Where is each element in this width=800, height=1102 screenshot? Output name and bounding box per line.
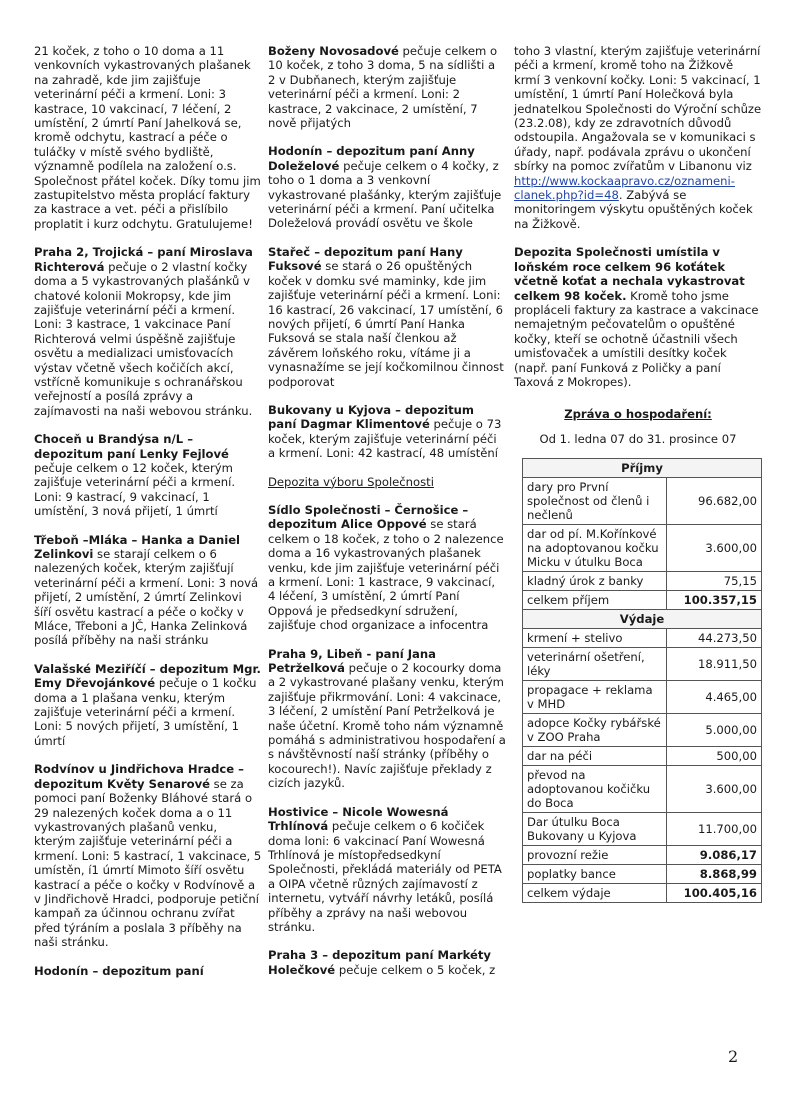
table-section-header: Příjmy xyxy=(523,459,762,478)
row-amount: 100.405,16 xyxy=(667,884,762,903)
depositum-entry xyxy=(268,403,506,461)
entry-text: pečuje celkem o 12 koček, kterým zajišťuje veterinární péči a krmení. Loni: 9 kastrací, 9 vakcinací, 1 umístění, 3 nová přijetí, 1 úmrtí xyxy=(34,460,236,519)
entry-text: se za pomoci paní Boženky Bláhové stará o 29 nalezených koček doma a o 11 vykastrovaných plašanů venku, kterým zajišťuje veterinární péči a krmení. Loni: 5 kastrací, 1 vakcinace, 5 umístěn, í1 úmrtí Mimoto šíří osvětu kastrací a péče o kočky v Rodvínově a v Jindřichově Hradci, podporuje petiční kampaň za účinnou ochranu zvířat před týráním a poslala 3 příběhy na naši stránku. xyxy=(34,776,262,950)
row-amount: 3.600,00 xyxy=(667,525,762,572)
entry-heading: Bukovany u Kyjova – depozitum paní Dagmar Klimentové xyxy=(268,402,474,432)
row-label: celkem příjem xyxy=(523,591,667,610)
depositum-entry xyxy=(34,662,262,748)
table-row xyxy=(523,747,762,766)
entry-heading: Praha 3 – depozitum paní Markéty Holečkové xyxy=(268,948,491,977)
depositum-entry xyxy=(34,245,262,418)
row-amount: 75,15 xyxy=(667,572,762,591)
row-amount: 96.682,00 xyxy=(667,478,762,525)
financial-report-title: Zpráva o hospodaření: xyxy=(564,407,712,422)
row-amount: 9.086,17 xyxy=(667,846,762,865)
depositum-entry xyxy=(34,964,262,978)
entry-heading: Choceň u Brandýsa n/L – depozitum paní Lenky Fejlové xyxy=(34,432,229,461)
entry-text: pečuje o 73 koček, kterým zajišťuje veterinární péči a krmení. Loni: 42 kastrací, 48 umístění xyxy=(268,417,502,461)
financial-report-period: Od 1. ledna 07 do 31. prosince 07 xyxy=(539,431,737,446)
table-row xyxy=(523,846,762,865)
holeckova-text-end: . Zabývá se monitoringem výskytu opuštěných koček na Žižkově. xyxy=(514,188,753,231)
table-row xyxy=(523,813,762,846)
table-row xyxy=(523,884,762,903)
row-label: kladný úrok z banky xyxy=(523,572,667,591)
entry-text: pečuje o 2 kocourky doma a 2 vykastrované plašany venku, kterým zajišťuje přikrmování. Loni: 4 vakcinace, 3 léčení, 2 umístění Paní Petrželková je naše účetní. Kromě toho nám významně pomáhá s administrativou hospodaření a s návštěvností naší stránky (příběhy o kocourech!). Navíc zajišťuje překlady z cizích jazyků. xyxy=(268,661,506,791)
entry-text: se starají celkem o 6 nalezených koček, kterým zajišťují veterinární péči a krmení. Loni: 3 nová přijetí, 2 umístění, 2 úmrtí Zelinkovi šíří osvětu kastrací a péče o kočky v Mláce, Třeboni a JČ, Hanka Zelinková posílá příběhy na naši stránku xyxy=(34,547,259,648)
row-label: provozní režie xyxy=(523,846,667,865)
table-row xyxy=(523,591,762,610)
row-amount: 8.868,99 xyxy=(667,865,762,884)
row-label: dar na péči xyxy=(523,747,667,766)
depositum-entry xyxy=(268,805,506,935)
column-right xyxy=(514,44,762,903)
depositum-entry xyxy=(268,948,506,977)
depositum-entry xyxy=(34,762,262,949)
summary-text: Kromě toho jsme propláceli faktury za kastrace a vakcinace nemajetným pečovatelům o opuštěné kočky, kteří se ochotně účastnili všech umisťovaček a umístili desítky koček (např. paní Funková z Poličky a paní Taxová z Mokropes). xyxy=(514,288,759,389)
row-amount: 4.465,00 xyxy=(667,681,762,714)
entry-heading: Sídlo Společnosti – Černošice – depozitum Alice Oppové xyxy=(268,502,469,532)
row-label: adopce Kočky rybářské v ZOO Praha xyxy=(523,714,667,747)
row-label: převod na adoptovanou kočičku do Boca xyxy=(523,766,667,813)
row-amount: 3.600,00 xyxy=(667,766,762,813)
entry-text: se stará o 26 opuštěných koček v domku své maminky, kde jim zajišťuje veterinární péči a krmení. Loni: 16 kastrací, 26 vakcinací, 17 umístění, 6 nových přijetí, 6 úmrtí Paní Hanka Fuksová se stala naší členkou až závěrem loňského roku, vítáme ji a vynasnažíme se její kočkomilnou činnost podporovat xyxy=(268,259,504,389)
depositum-entry xyxy=(34,432,262,518)
row-label: dar od pí. M.Kořínkové na adoptovanou kočku Micku v útulku Boca xyxy=(523,525,667,572)
holeckova-continued xyxy=(514,44,762,231)
depositum-entry xyxy=(34,533,262,648)
depositum-entry xyxy=(268,475,506,489)
row-label: dary pro První společnost od členů i nečlenů xyxy=(523,478,667,525)
row-amount: 100.357,15 xyxy=(667,591,762,610)
row-amount: 18.911,50 xyxy=(667,648,762,681)
depositum-entry xyxy=(268,245,506,389)
summary-paragraph xyxy=(514,245,762,389)
depositum-entry xyxy=(268,647,506,791)
kockaapravo-link[interactable]: http://www.kockaapravo.cz/oznameni-clanek.php?id=48 xyxy=(514,173,735,203)
section-heading: Depozita výboru Společnosti xyxy=(268,474,434,489)
row-label: Dar útulku Boca Bukovany u Kyjova xyxy=(523,813,667,846)
entry-heading: Třeboň –Mláka – Hanka a Daniel Zelinkovi xyxy=(34,532,241,561)
column-middle xyxy=(268,44,506,991)
entry-heading: Valašské Meziříčí – depozitum Mgr. Emy Dřevojánkové xyxy=(34,661,261,691)
financial-table xyxy=(522,458,762,903)
table-row xyxy=(523,714,762,747)
depositum-entry xyxy=(268,44,506,130)
table-row xyxy=(523,572,762,591)
table-row xyxy=(523,766,762,813)
holeckova-text: toho 3 vlastní, kterým zajišťuje veterinární péči a krmení, kromě toho na Žižkově krmí 3 venkovní kočky. Loni: 5 vakcinací, 1 umístění, 1 úmrtí Paní Holečková byla jednatelkou Společnosti do Výroční schůze (23.2.08), kdy ze zdravotních důvodů odstoupila. Angažovala se v komunikaci s úřady, např. podávala zprávu o ukončení sbírky na pomoc zvířatům v Libanonu viz xyxy=(514,44,762,174)
entry-heading: Hostivice – Nicole Wowesná Trhlínová xyxy=(268,804,449,834)
entry-heading: Hodonín – depozitum paní Anny Doleželové xyxy=(268,144,475,173)
row-label: krmení + stelivo xyxy=(523,629,667,648)
entry-text: pečuje o 1 kočku doma a 1 plašana venku, kterým zajišťuje veterinární péči a krmení. Loni: 5 nových přijetí, 3 umístění, 1 úmrtí xyxy=(34,676,257,748)
entry-heading: Rodvínov u Jindřichova Hradce – depozitum Květy Senarové xyxy=(34,762,244,791)
entry-heading: Praha 9, Libeň - paní Jana Petrželková xyxy=(268,646,436,676)
summary-bold: Depozita Společnosti umístila v loňském roce celkem 96 koťátek včetně koťat a nechala vykastrovat celkem 98 koček. xyxy=(514,245,745,303)
row-label: celkem výdaje xyxy=(523,884,667,903)
row-amount: 500,00 xyxy=(667,747,762,766)
entry-text: pečuje celkem o 4 kočky, z toho o 1 doma a 3 venkovní vykastrované plašánky, kterým zajišťuje veterinární péči a krmení. Paní učitelka Doleželová provádí osvětu ve škole xyxy=(268,158,502,231)
table-row xyxy=(523,525,762,572)
depositum-entry xyxy=(34,44,262,231)
table-row xyxy=(523,478,762,525)
entry-heading: Boženy Novosadové xyxy=(268,44,399,58)
entry-text: pečuje celkem o 10 koček, z toho 3 doma, 5 na sídlišti a 2 v Dubňanech, kterým zajišťuje veterinární péči a krmení. Loni: 2 kastrace, 2 vakcinace, 2 umístění, 7 nově přijatých xyxy=(268,44,498,131)
entry-text: 21 koček, z toho o 10 doma a 11 venkovních vykastrovaných plašanek na zahradě, kde jim zajišťuje veterinární péči a krmení. Loni: 3 kastrace, 10 vakcinací, 7 léčení, 2 umístění, 2 úmrtí Paní Jahelková se, kromě odchytu, kastrací a péče o tuláčky v místě svého bydliště, významně podílela na založení o.s. Společnost přátel koček. Díky tomu jim zastupitelstvo města proplácí faktury za kastrace a vet. péči a přislíbilo proplatit i kurz odchytu. Gratulujeme! xyxy=(34,44,261,231)
row-label: veterinární ošetření, léky xyxy=(523,648,667,681)
table-row xyxy=(523,629,762,648)
row-amount: 5.000,00 xyxy=(667,714,762,747)
table-section-header: Výdaje xyxy=(523,610,762,629)
row-amount: 44.273,50 xyxy=(667,629,762,648)
entry-heading: Stařeč – depozitum paní Hany Fuksové xyxy=(268,244,463,274)
depositum-entry xyxy=(268,503,506,633)
row-label: propagace + reklama v MHD xyxy=(523,681,667,714)
entry-text: se stará celkem o 18 koček, z toho o 2 nalezence doma a 16 vykastrovaných plašanek venku, kde jim zajišťuje veterinární péči a krmení. Loni: 1 kastrace, 9 vakcinací, 4 léčení, 3 umístění, 2 úmrtí Paní Oppová je předsedkyní sdružení, zajišťuje chod organizace a infocentra xyxy=(268,517,504,633)
row-amount: 11.700,00 xyxy=(667,813,762,846)
row-label: poplatky bance xyxy=(523,865,667,884)
depositum-entry xyxy=(268,144,506,230)
column-left xyxy=(34,44,262,992)
entry-text: pečuje o 2 vlastní kočky doma a 5 vykastrovaných plašánků v chatové kolonii Mokropsy, kde jim zajišťuje veterinární péči a krmení. Loni: 3 kastrace, 1 vakcinace Paní Richterová velmi úspěšně zajišťuje osvětu a medializaci umisťovacích výstav včetně všech kočičích akcí, vstřícně komunikuje s ochranářskou veřejností a posílá zprávy a zajímavosti na naši webovou stránku. xyxy=(34,259,253,418)
page-number: 2 xyxy=(728,1047,739,1066)
entry-text: pečuje celkem o 5 koček, z xyxy=(335,962,496,977)
table-row xyxy=(523,865,762,884)
entry-heading: Praha 2, Trojická – paní Miroslava Richterová xyxy=(34,245,253,274)
table-row xyxy=(523,681,762,714)
entry-heading: Hodonín – depozitum paní xyxy=(34,963,204,978)
table-row xyxy=(523,648,762,681)
entry-text: pečuje celkem o 6 kočiček doma loni: 6 vakcinací Paní Wowesná Trhlínová je místopředsedkyní Společnosti, překládá materiály od PETA a OIPA včetně různých zajímavostí z internetu, vytváří návrhy letáků, posílá příběhy a zprávy na naši webovou stránku. xyxy=(268,819,502,934)
